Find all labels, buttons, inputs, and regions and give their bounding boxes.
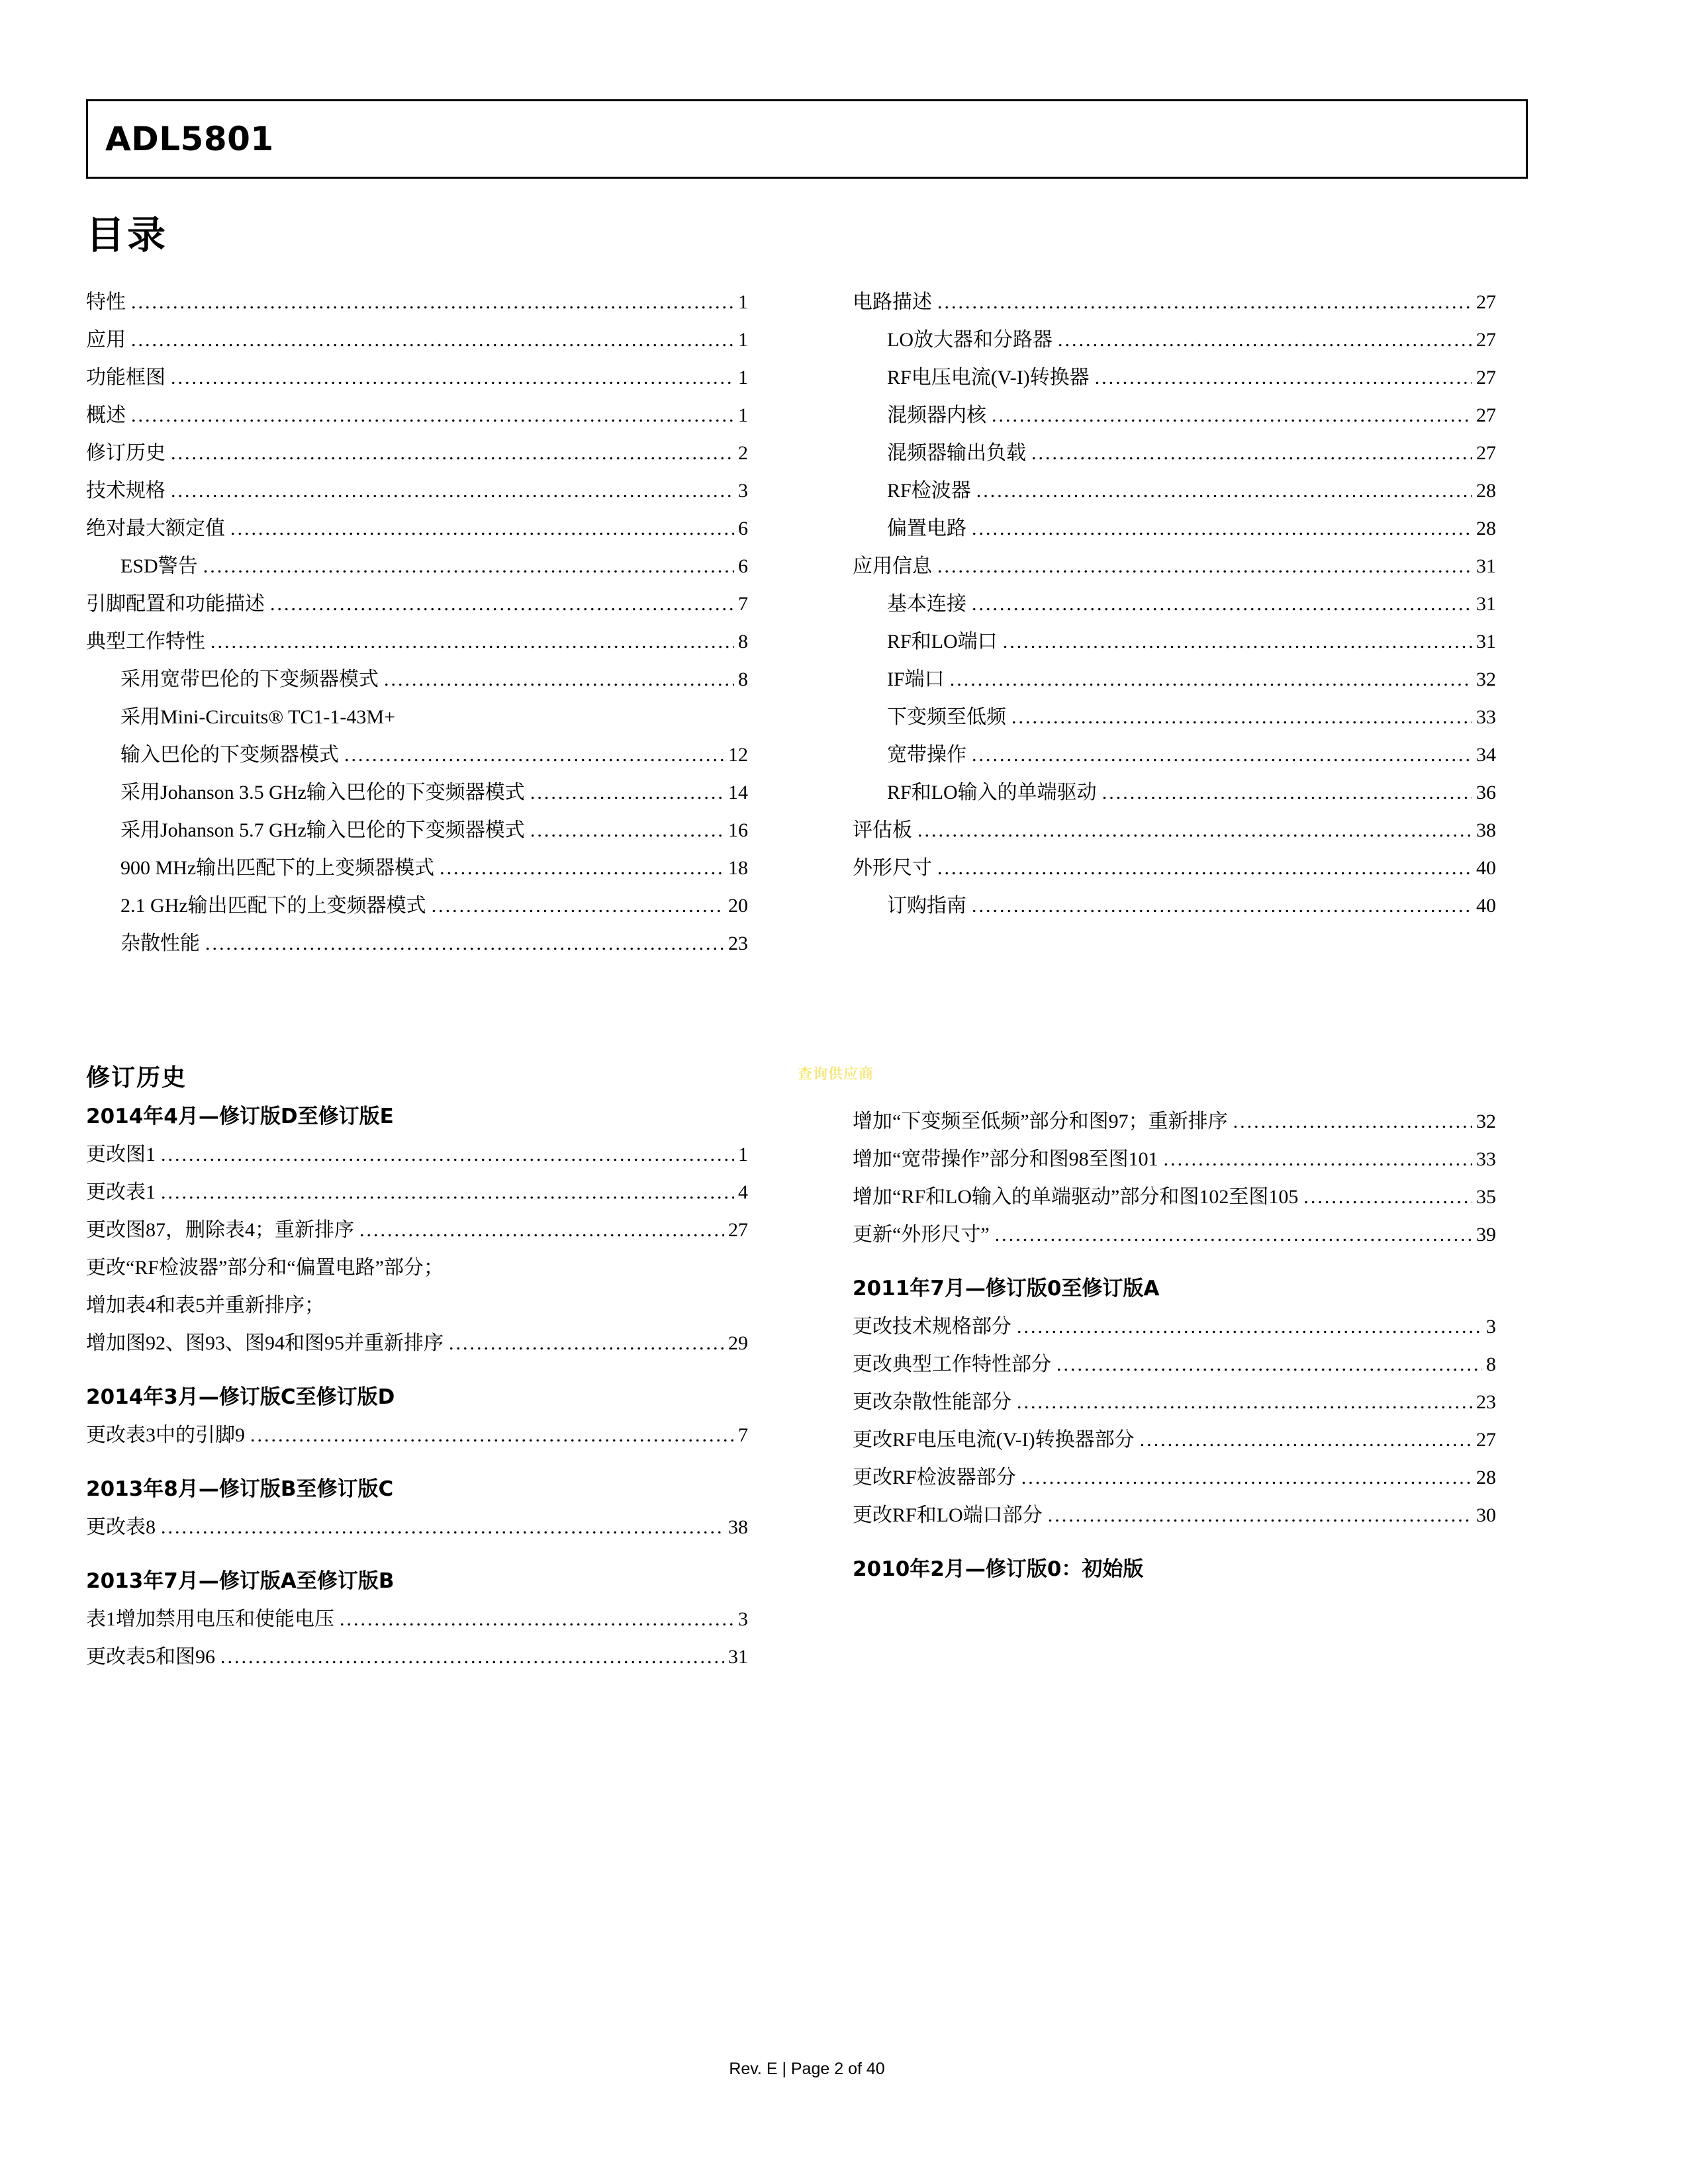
revision-entry-label: 增加“RF和LO输入的单端驱动”部分和图102至图105 [853,1186,1299,1208]
revision-section-entries [853,1103,1496,1253]
toc-entry-page: 20 [728,895,748,917]
toc-entry-label: 引脚配置和功能描述 [86,593,265,615]
dot-leader [171,472,734,510]
toc-entry [853,887,1496,925]
toc-entry-label: 绝对最大额定值 [86,518,225,539]
dot-leader [1303,1178,1472,1216]
revision-section-entries [86,1416,748,1454]
toc-entry [86,849,748,887]
revision-entry-label: 表1增加禁用电压和使能电压 [86,1608,334,1630]
toc-entry-page: 23 [728,933,748,954]
toc-entry-label: 900 MHz输出匹配下的上变频器模式 [120,857,435,879]
toc-entry [853,585,1496,623]
dot-leader [1140,1421,1472,1459]
dot-leader [449,1324,724,1362]
toc-entry-page: 7 [738,593,748,615]
toc-entry-page: 2 [738,442,748,464]
toc-entry-label: 修订历史 [86,442,165,464]
dot-leader [972,510,1472,547]
dot-leader [1003,623,1472,660]
revision-entry-page: 39 [1476,1224,1496,1246]
toc-entry [86,736,748,774]
toc-entry [853,698,1496,736]
toc-entry-label: ESD警告 [120,555,198,577]
toc-entry-label: RF检波器 [887,480,971,502]
dot-leader [171,434,734,472]
revision-entry [86,1211,748,1249]
toc-entry-page: 6 [738,518,748,539]
toc-entry [86,774,748,811]
dot-leader [1048,1496,1472,1534]
dot-leader [1058,321,1472,359]
revision-entry [86,1508,748,1546]
revision-section [853,1103,1496,1253]
toc-entry-label: 2.1 GHz输出匹配下的上变频器模式 [120,895,426,917]
revision-section-entries [853,1308,1496,1534]
toc-left-column [86,283,748,962]
revision-entry-page: 31 [728,1646,748,1668]
toc-entry-page: 1 [738,291,748,313]
dot-leader [203,547,734,585]
revision-entry-page: 8 [1486,1353,1496,1375]
toc-entry [853,547,1496,585]
toc-entry-page: 40 [1476,895,1496,917]
revision-section [86,1097,748,1362]
toc-entry-page: 33 [1476,706,1496,728]
revision-entry-label: 增加图92、图93、图94和图95并重新排序 [86,1332,444,1354]
dot-leader [230,510,734,547]
revision-section [86,1470,748,1546]
toc-entry-label: 电路描述 [853,291,932,313]
dot-leader [530,811,724,849]
toc-entry-page: 31 [1476,631,1496,653]
revision-section-heading: 2013年7月—修订版A至修订版B [86,1569,395,1593]
dot-leader [171,359,734,396]
revision-entry [86,1324,748,1362]
revision-entry-page: 30 [1476,1504,1496,1526]
revision-entry-label: 更改表1 [86,1181,156,1203]
revision-entry [86,1416,748,1454]
revision-entry-page: 29 [728,1332,748,1354]
toc-entry [86,510,748,547]
revision-history-title: 修订历史 [86,1064,187,1091]
revision-section-entries [86,1508,748,1546]
toc-title: 目录 [86,212,169,257]
toc-entry-page: 1 [738,367,748,388]
dot-leader [1164,1140,1472,1178]
toc-entry-label: 采用Johanson 3.5 GHz输入巴伦的下变频器模式 [120,782,525,803]
toc-entry-page: 27 [1476,291,1496,313]
revision-entry [853,1308,1496,1345]
dot-leader [344,736,724,774]
revision-entry [853,1178,1496,1216]
dot-leader [161,1136,734,1173]
toc-entry-page: 38 [1476,819,1496,841]
revision-section [86,1562,748,1676]
revision-entry [853,1140,1496,1178]
toc-entry-label: 外形尺寸 [853,857,932,879]
revision-entry [86,1249,748,1287]
toc-entry-label: 杂散性能 [120,933,200,954]
revision-section-entries [86,1136,748,1362]
revision-entry-page: 3 [1486,1316,1496,1338]
revision-entry [86,1287,748,1324]
toc-entry [853,510,1496,547]
revision-entry-label: 更改表3中的引脚9 [86,1424,245,1446]
revision-entry-page: 32 [1476,1111,1496,1132]
dot-leader [1233,1103,1472,1140]
dot-leader [937,283,1472,321]
dot-leader [270,585,734,623]
toc-entry-label: 订购指南 [887,895,966,917]
dot-leader [250,1416,734,1454]
dot-leader [1021,1459,1472,1496]
dot-leader [1102,774,1472,811]
toc-entry-label: 特性 [86,291,126,313]
toc-entry-page: 8 [738,631,748,653]
toc-entry-page: 28 [1476,480,1496,502]
toc-entry [86,623,748,660]
toc-entry-page: 3 [738,480,748,502]
toc-entry-label: 采用Mini-Circuits® TC1-1-43M+ [120,706,395,728]
revision-entry-label: 更改技术规格部分 [853,1316,1011,1338]
revision-section [86,1378,748,1454]
revision-entry-label: 更改表5和图96 [86,1646,215,1668]
revision-entry-page: 23 [1476,1391,1496,1413]
revision-entry [853,1103,1496,1140]
dot-leader [976,472,1472,510]
toc-entry [853,359,1496,396]
dot-leader [131,283,734,321]
revision-entry-label: 增加“下变频至低频”部分和图97；重新排序 [853,1111,1228,1132]
toc-entry-page: 16 [728,819,748,841]
dot-leader [340,1600,734,1638]
revision-entry [86,1173,748,1211]
dot-leader [1011,698,1472,736]
toc-entry [86,925,748,962]
revision-entry [853,1383,1496,1421]
toc-entry-label: 功能框图 [86,367,165,388]
revision-entry-label: 更改RF电压电流(V-I)转换器部分 [853,1429,1135,1451]
toc-entry-page: 27 [1476,367,1496,388]
revision-entry [853,1216,1496,1253]
revision-left-blocks [86,1097,748,1676]
revision-entry-label: 更改杂散性能部分 [853,1391,1011,1413]
dot-leader [432,887,724,925]
dot-leader [992,396,1472,434]
revision-entry-label: 增加表4和表5并重新排序； [86,1295,324,1316]
dot-leader [131,321,734,359]
revision-entry-page: 35 [1476,1186,1496,1208]
toc-entry [86,472,748,510]
revision-section [853,1269,1496,1534]
toc-entry [853,736,1496,774]
toc-entry [86,660,748,698]
revision-entry-label: 更改RF检波器部分 [853,1467,1016,1488]
dot-leader [131,396,734,434]
toc-entry [853,660,1496,698]
toc-entry-page: 36 [1476,782,1496,803]
toc-entry-page: 31 [1476,555,1496,577]
toc-entry-label: 基本连接 [887,593,966,615]
revision-section-heading: 2014年4月—修订版D至修订版E [86,1105,394,1128]
dot-leader [917,811,1472,849]
page-footer: Rev. E | Page 2 of 40 [729,2060,885,2078]
toc-entry-label: 应用 [86,329,126,351]
dot-leader [1056,1345,1482,1383]
toc-entry-label: 宽带操作 [887,744,966,766]
toc-entry-page: 28 [1476,518,1496,539]
toc-entry [853,811,1496,849]
revision-entry-page: 38 [728,1516,748,1538]
dot-leader [161,1508,724,1546]
toc-entry [86,321,748,359]
toc-entry-label: LO放大器和分路器 [887,329,1053,351]
revision-entry [86,1136,748,1173]
toc-entry [86,585,748,623]
dot-leader [937,849,1472,887]
toc-entry-label: 混频器输出负载 [887,442,1026,464]
toc-entry [86,434,748,472]
toc-entry-label: RF和LO输入的单端驱动 [887,782,1097,803]
revision-history-left-column [86,1059,748,1676]
datasheet-header-box [86,99,1528,179]
dot-leader [205,925,724,962]
toc-entry [86,396,748,434]
toc-entry-label: 评估板 [853,819,912,841]
dot-leader [950,660,1472,698]
dot-leader [220,1638,724,1676]
revision-entry-page: 27 [728,1219,748,1241]
toc-entry [853,396,1496,434]
revision-entry-page: 3 [738,1608,748,1630]
revision-entry-page: 1 [738,1144,748,1165]
toc-entry-label: 下变频至低频 [887,706,1006,728]
revision-entry [86,1638,748,1676]
toc-entry [86,887,748,925]
toc-entry [86,547,748,585]
toc-entry-page: 32 [1476,668,1496,690]
dot-leader [972,887,1472,925]
toc-entry-label: 概述 [86,404,126,426]
toc-entry-label: 偏置电路 [887,518,966,539]
revision-entry [853,1496,1496,1534]
toc-entry-label: 应用信息 [853,555,932,577]
toc-entry [86,359,748,396]
dot-leader [1095,359,1472,396]
revision-section-entries [86,1600,748,1676]
toc-entry-page: 18 [728,857,748,879]
revision-entry-page: 28 [1476,1467,1496,1488]
toc-entry-label: RF和LO端口 [887,631,998,653]
dot-leader [1017,1383,1472,1421]
revision-section-heading: 2011年7月—修订版0至修订版A [853,1277,1160,1300]
revision-entry-label: 更改表8 [86,1516,156,1538]
dot-leader [530,774,724,811]
toc-entry-page: 27 [1476,404,1496,426]
toc-entry [853,849,1496,887]
toc-entry [853,434,1496,472]
toc-entry-label: 采用宽带巴伦的下变频器模式 [120,668,379,690]
revision-history-right-column [853,1103,1496,1588]
revision-entry [853,1421,1496,1459]
dot-leader [1017,1308,1482,1345]
dot-leader [995,1216,1472,1253]
toc-entry-label: 采用Johanson 5.7 GHz输入巴伦的下变频器模式 [120,819,525,841]
dot-leader [972,585,1472,623]
toc-entry [853,774,1496,811]
revision-entry [853,1459,1496,1496]
revision-entry-label: 更改“RF检波器”部分和“偏置电路”部分； [86,1257,444,1279]
toc-entry-page: 1 [738,404,748,426]
toc-entry-page: 12 [728,744,748,766]
toc-entry-label: IF端口 [887,668,945,690]
revision-entry-label: 增加“宽带操作”部分和图98至图101 [853,1148,1158,1170]
revision-entry-page: 7 [738,1424,748,1446]
toc-entry-page: 40 [1476,857,1496,879]
toc-entry-label: 典型工作特性 [86,631,205,653]
toc-right-column [853,283,1496,925]
revision-entry-label: 更改图1 [86,1144,156,1165]
toc-entry-page: 34 [1476,744,1496,766]
toc-entry-label: 混频器内核 [887,404,986,426]
dot-leader [359,1211,724,1249]
revision-entry-label: 更改RF和LO端口部分 [853,1504,1043,1526]
part-number: ADL5801 [105,120,274,158]
revision-entry-label: 更改典型工作特性部分 [853,1353,1051,1375]
revision-entry-label: 更新“外形尺寸” [853,1224,990,1246]
dot-leader [1031,434,1472,472]
toc-entry-page: 1 [738,329,748,351]
toc-entry-page: 14 [728,782,748,803]
toc-entry [853,623,1496,660]
toc-entry-page: 31 [1476,593,1496,615]
toc-entry-page: 6 [738,555,748,577]
revision-entry-label: 更改图87，删除表4；重新排序 [86,1219,354,1241]
revision-entry [853,1345,1496,1383]
dot-leader [211,623,734,660]
revision-section [853,1550,1496,1588]
revision-entry-page: 27 [1476,1429,1496,1451]
revision-entry-page: 33 [1476,1148,1496,1170]
dot-leader [937,547,1472,585]
toc-entry [86,811,748,849]
revision-section-heading: 2014年3月—修订版C至修订版D [86,1385,395,1409]
toc-entry [86,698,748,736]
toc-entry [86,283,748,321]
toc-entry-page: 8 [738,668,748,690]
watermark: 查询供应商 [798,1066,874,1083]
toc-entry-label: 输入巴伦的下变频器模式 [120,744,339,766]
toc-entry-page: 27 [1476,442,1496,464]
dot-leader [161,1173,734,1211]
toc-entry [853,321,1496,359]
toc-entry-label: 技术规格 [86,480,165,502]
dot-leader [384,660,734,698]
revision-section-heading: 2013年8月—修订版B至修订版C [86,1477,394,1501]
revision-section-heading: 2010年2月—修订版0：初始版 [853,1557,1144,1581]
toc-entry-page: 27 [1476,329,1496,351]
toc-entry [853,472,1496,510]
revision-entry-page: 4 [738,1181,748,1203]
toc-entry [853,283,1496,321]
revision-entry [86,1600,748,1638]
dot-leader [440,849,724,887]
toc-entry-label: RF电压电流(V-I)转换器 [887,367,1090,388]
dot-leader [972,736,1472,774]
